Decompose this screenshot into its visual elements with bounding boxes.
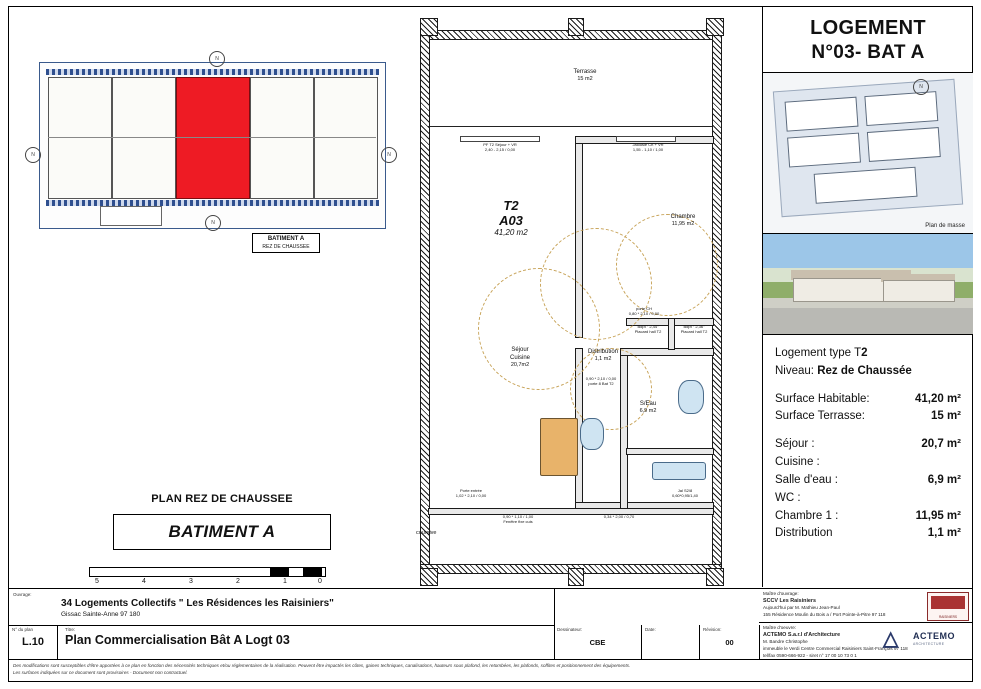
owner-line2: Aujourd'hui par M. Mathieu Jean-Paul [763,605,840,611]
room-area: 1,1 m2 [594,356,612,363]
north-arrow-icon: N [913,79,929,95]
scale-tick-label: 4 [142,578,146,585]
drafter-value: CBE [589,638,606,647]
spec-label: Surface Habitable: [775,392,870,405]
disclaimer-line-2: Les surfaces indiquées sur ce document sont provisoires - Document non contractuel. [13,669,188,675]
photo-road [763,308,973,334]
spec-label: Logement type T [775,347,862,359]
spec-row-salle-deau [775,472,961,490]
spec-value: 20,7 m² [921,438,961,451]
spec-row-type [775,345,961,363]
wc-fixture [580,418,604,450]
scale-bar-segment [303,568,322,576]
key-plan-caption-building: BATIMENT A [267,236,305,242]
project-address: Gissac Sainte-Anne 97 180 [61,611,141,618]
owner-row [759,589,973,623]
spec-row-terrasse [775,408,961,426]
site-building [867,127,941,162]
unit-title-line2: N°03- BAT A [811,42,925,63]
drafter-cell [554,625,642,659]
scale-tick-label: 2 [236,578,240,585]
north-arrow-icon: N [205,215,221,231]
architect-logo-mark: △ [883,628,899,650]
column [706,18,724,36]
architect-logo-sub: ARCHITECTURE [913,642,945,646]
key-plan-unit [48,77,112,199]
room-name: S/Eau [639,401,657,407]
annotation-kitchen-window: 0,90 * 1,10 / 1,00 Fenêtre fixe cuis [502,514,534,525]
key-plan-unit [250,77,314,199]
site-plan-thumbnail [763,73,973,234]
spec-label: Salle d'eau : [775,473,838,486]
drafter-label: Dessinateur: [557,627,583,632]
architect-row [759,623,973,659]
north-arrow-icon: N [381,147,397,163]
revision-value: 00 [725,638,734,647]
project-title: 34 Logements Collectifs " Les Résidences les Raisiniers" [61,598,334,609]
spec-value: 1,1 m² [927,527,961,540]
column [706,568,724,586]
key-plan-unit [112,77,176,199]
architect-line2: M. Bandre Christophe [763,639,808,645]
annotation-coursive: coursive [416,530,437,536]
owner-name: SCCV Les Raisiniers [763,597,817,604]
spec-value: 41,20 m² [914,392,961,405]
room-name: Séjour [511,347,529,353]
room-area: 11,95 m2 [671,221,695,228]
plan-number-label: N° du plan [12,627,34,632]
key-plan-top-band [46,69,379,75]
spec-label: Séjour : [775,438,815,451]
left-zone [9,7,414,587]
north-arrow-icon: N [25,147,41,163]
owner-logo-mark [931,596,965,609]
spec-value: 6,9 m² [927,473,961,486]
column [568,568,584,586]
unit-code-box [480,198,542,237]
architect-line3: immeuble le Verdi Centre Commercial Raisiniers Saint-François 97 118 [763,646,908,652]
spec-value: 11,95 m² [915,509,961,522]
unit-specifications [763,335,973,543]
unit-title-block [763,7,973,73]
closet-label-1 [626,324,670,334]
room-label-terrasse [550,68,620,84]
sink-fixture [652,462,706,480]
column [420,568,438,586]
floor-plan [416,18,740,578]
spec-row-chambre [775,508,961,526]
architect-logo-name: ACTEMO [913,631,955,641]
scale-bar-track [89,567,326,577]
photo-building [883,280,955,302]
site-building [787,133,861,168]
site-plan-caption: Plan de masse [925,223,965,229]
spacer [775,426,961,436]
closet-name: Bdpt " 2,36" [683,324,705,329]
column [420,18,438,36]
room-area: 6,9 m2 [639,408,657,415]
kitchen-unit [540,418,578,476]
architect-logo [883,626,969,654]
room-label-sejour-cuisine [480,346,560,370]
key-plan-annex [100,206,162,226]
building-name: BATIMENT A [168,522,276,541]
spec-label: Niveau: [775,364,814,377]
key-plan-caption-level: REZ DE CHAUSSEE [262,243,310,250]
unit-area: 41,20 m2 [494,228,528,237]
scale-tick-label: 0 [318,578,322,585]
north-arrow-icon: N [209,51,225,67]
spec-label: Cuisine : [775,456,820,469]
key-plan-divider [48,137,376,138]
spacer [775,381,961,391]
terrace-edge [428,126,712,127]
owner-line3: 155 Résidence Moulin du Bois a / Port Pointe-à-Pitre 97 118 [763,612,886,618]
unit-title-line1: LOGEMENT [810,17,926,39]
cartouche-left [9,589,555,659]
plan-number-value: L.10 [21,636,44,648]
room-label-chambre [648,213,718,229]
owner-logo-text: RAISINIERS [938,615,958,619]
scale-bar [89,567,324,589]
scale-tick-label: 1 [283,578,287,585]
key-plan-unit [314,77,378,199]
room-name: Terrasse [573,69,597,75]
building-photo [763,234,973,335]
revision-label: Révision: [703,627,722,632]
closet-desc: Placard hall T2 [680,329,708,335]
annotation-bath-window: Jal S2/8 0,60*0,95/1,40 [671,488,699,499]
key-plan-caption [252,233,320,253]
architect-name: ACTEMO S.a.r.l d'Architecture [763,631,841,638]
architect-label: Maître d'oeuvre: [763,625,797,630]
unit-number: A03 [499,213,523,228]
key-plan-highlighted-unit [176,77,250,199]
spec-label: Chambre 1 : [775,509,839,522]
unit-type: T2 [503,198,519,213]
date-cell [642,625,700,659]
plan-title-block [113,493,331,550]
building-name-box [113,514,331,550]
wall-wc [626,448,714,455]
site-building [814,167,918,204]
date-label: Date: [645,627,656,632]
spec-label: Surface Terrasse: [775,410,865,423]
site-plot [773,79,963,217]
room-name: Distribution [587,349,618,355]
right-panel [762,7,973,587]
spec-value: 2 [861,347,868,359]
cartouche-project-row [9,589,554,626]
key-plan-bottom-band [46,200,379,206]
cartouche-right [759,589,973,659]
spec-value: 15 m² [930,410,961,423]
site-building [785,97,859,132]
revision-cell [700,625,759,659]
owner-logo [927,592,969,621]
plan-number-box [9,625,58,659]
room-label-salle-deau [618,400,678,416]
spec-row-wc [775,490,961,508]
column [568,18,584,36]
plan-title-value: Plan Commercialisation Bât A Logt 03 [65,633,290,647]
annotation-door-chambre: porte CH 0,80 * 2,10 / 0,00 [628,306,660,317]
architect-line4: tel/fax 0590-666-922 - siret n° 17 00 10 73 0 1 [763,652,857,658]
scale-tick-label: 3 [189,578,193,585]
cartouche-middle [554,625,760,659]
annotation-door-distribution: 0,90 * 2,10 / 0,00 porte 8 Bat T2 [585,376,617,387]
room-name-2: Cuisine [509,355,530,362]
annotation-window-chambre: Jalousie Ch + VR 1,55 - 1,10 / 1,00 [632,142,664,153]
scale-bar-segment [270,568,289,576]
site-building [864,91,938,126]
closet-label-2 [672,324,716,334]
title-block-cartouche [9,588,973,681]
wall-exterior-right [712,30,722,574]
closet-desc: Placard hall T2 [634,329,662,335]
spec-row-level [775,363,961,381]
door-swing-arc [616,214,718,316]
room-area: 15 m2 [577,76,593,83]
spec-row-cuisine [775,454,961,472]
plan-level-title: PLAN REZ DE CHAUSSEE [151,493,293,505]
spec-value: Rez de Chaussée [817,364,912,377]
spec-row-distribution [775,525,961,543]
room-area: 20,7m2 [510,362,530,369]
shower-fixture [678,380,704,414]
closet-name: Bdpt " 2,44" [637,324,659,329]
key-plan [39,62,386,229]
disclaimer-line-1: Des modifications sont susceptibles d'être apportées à ce plan en fonction des nécessités techniques et/ou réglementaires de la réalisation. Peuvent être impactés les côtes, gaines techniques, canalisations, hauteurs sous plafond, les retombées, les plafonds, soffites et positionnement des équipements. [13,663,631,668]
spec-row-sejour [775,436,961,454]
wall-exterior-left [420,30,430,574]
plan-title-label: Titre: [65,627,76,632]
scale-tick-label: 5 [95,578,99,585]
ouvrage-label: Ouvrage: [13,592,32,597]
spec-label: Distribution [775,527,833,540]
disclaimer [9,659,973,682]
annotation-window-sejour: PF T2 Séjour + VR 2,40 - 2,15 / 0,00 [483,142,517,153]
room-label-distribution [572,348,634,364]
owner-label: Maître d'ouvrage: [763,591,799,596]
annotation-entry-door: Porte entrée 1,02 * 2,10 / 0,00 [455,488,487,499]
room-name: Chambre [670,214,696,220]
spec-row-habitable [775,391,961,409]
spec-label: WC : [775,491,801,504]
annotation-wc-window: 0,34 * 2,00 / 0,70 [603,514,635,519]
wall-entry [428,508,714,515]
